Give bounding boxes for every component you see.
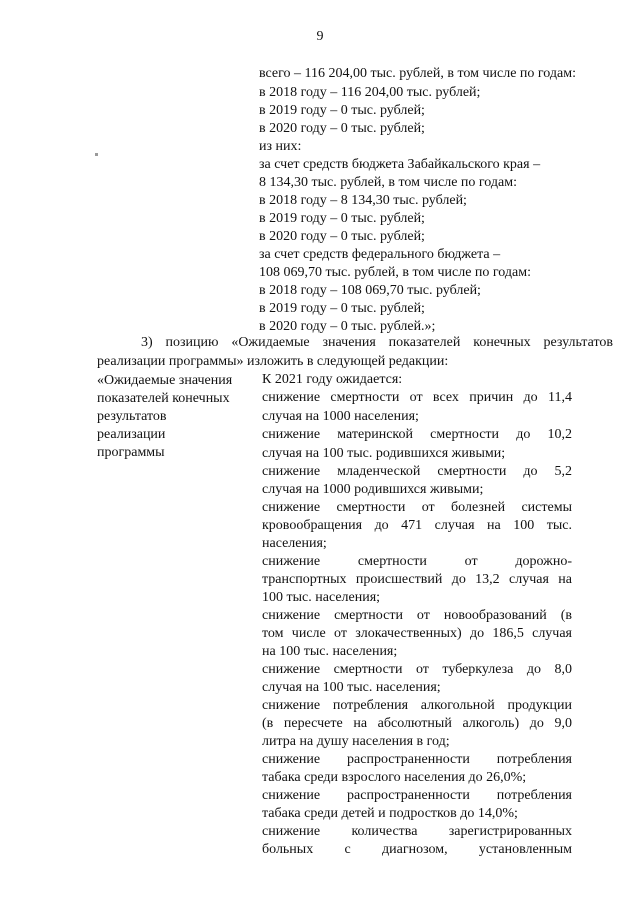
funding-line: в 2019 году – 0 тыс. рублей; bbox=[259, 301, 425, 316]
indicator-line: снижение смертности от болезней системы bbox=[262, 500, 572, 515]
indicator-line: снижение смертности от новообразований (в bbox=[262, 608, 572, 623]
indicator-line: снижение количества зарегистрированных bbox=[262, 824, 572, 839]
indicator-line: снижение смертности от всех причин до 11,4 bbox=[262, 390, 572, 405]
indicator-line: населения; bbox=[262, 536, 327, 551]
indicator-line: снижение потребления алкогольной продукции bbox=[262, 698, 572, 713]
funding-line: в 2019 году – 0 тыс. рублей; bbox=[259, 211, 425, 226]
label-line: результатов bbox=[97, 409, 167, 424]
indicator-line: литра на душу населения в год; bbox=[262, 734, 450, 749]
item3-line1: 3) позицию «Ожидаемые значения показателей конечных результатов bbox=[141, 335, 613, 350]
indicator-line: случая на 1000 населения; bbox=[262, 409, 419, 424]
funding-line: в 2020 году – 0 тыс. рублей; bbox=[259, 229, 425, 244]
funding-line: в 2020 году – 0 тыс. рублей.»; bbox=[259, 319, 436, 334]
indicator-line: снижение распространенности потребления bbox=[262, 788, 572, 803]
indicator-line: табака среди взрослого населения до 26,0%; bbox=[262, 770, 527, 785]
label-line: «Ожидаемые значения bbox=[97, 373, 233, 388]
indicator-line: случая на 100 тыс. населения; bbox=[262, 680, 441, 695]
funding-line: 108 069,70 тыс. рублей, в том числе по годам: bbox=[259, 265, 531, 280]
label-line: показателей конечных bbox=[97, 391, 230, 406]
scan-speck bbox=[95, 153, 98, 156]
indicator-line: снижение смертности от туберкулеза до 8,0 bbox=[262, 662, 572, 677]
indicator-line: больных с диагнозом, установленным bbox=[262, 842, 572, 857]
funding-line: за счет средств бюджета Забайкальского края – bbox=[259, 157, 541, 172]
item3-line2: реализации программы» изложить в следующей редакции: bbox=[97, 354, 449, 369]
funding-line: в 2018 году – 8 134,30 тыс. рублей; bbox=[259, 193, 467, 208]
indicator-line: снижение распространенности потребления bbox=[262, 752, 572, 767]
right-intro: К 2021 году ожидается: bbox=[262, 372, 403, 387]
indicator-line: транспортных происшествий до 13,2 случая на bbox=[262, 572, 572, 587]
indicator-line: на 100 тыс. населения; bbox=[262, 644, 398, 659]
funding-line: в 2018 году – 108 069,70 тыс. рублей; bbox=[259, 283, 481, 298]
indicator-line: том числе от злокачественных) до 186,5 случая bbox=[262, 626, 572, 641]
funding-line: в 2019 году – 0 тыс. рублей; bbox=[259, 103, 425, 118]
indicator-line: случая на 100 тыс. родившихся живыми; bbox=[262, 446, 506, 461]
funding-line: за счет средств федерального бюджета – bbox=[259, 247, 501, 262]
funding-line: в 2020 году – 0 тыс. рублей; bbox=[259, 121, 425, 136]
indicator-line: кровообращения до 471 случая на 100 тыс. bbox=[262, 518, 572, 533]
funding-line: из них: bbox=[259, 139, 302, 154]
indicator-line: случая на 1000 родившихся живыми; bbox=[262, 482, 484, 497]
funding-line: в 2018 году – 116 204,00 тыс. рублей; bbox=[259, 85, 481, 100]
indicator-line: табака среди детей и подростков до 14,0%; bbox=[262, 806, 518, 821]
indicator-line: 100 тыс. населения; bbox=[262, 590, 381, 605]
funding-line: всего – 116 204,00 тыс. рублей, в том числе по годам: bbox=[259, 66, 576, 81]
funding-line: 8 134,30 тыс. рублей, в том числе по годам: bbox=[259, 175, 517, 190]
indicator-line: снижение младенческой смертности до 5,2 bbox=[262, 464, 572, 479]
indicator-line: (в пересчете на абсолютный алкоголь) до 9,0 bbox=[262, 716, 572, 731]
indicator-line: снижение материнской смертности до 10,2 bbox=[262, 427, 572, 442]
page-number: 9 bbox=[316, 29, 324, 44]
label-line: реализации bbox=[97, 427, 166, 442]
indicator-line: снижение смертности от дорожно- bbox=[262, 554, 572, 569]
label-line: программы bbox=[97, 445, 165, 460]
